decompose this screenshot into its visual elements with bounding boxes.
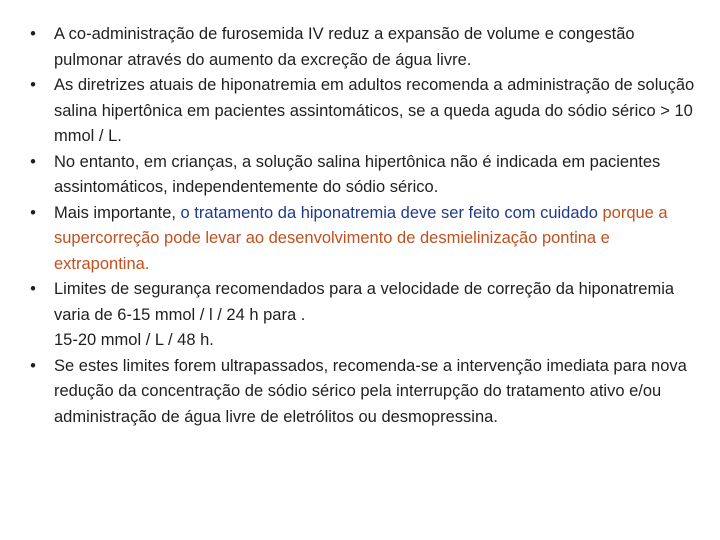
bullet-text: As diretrizes atuais de hiponatremia em adultos recomenda a administração de solução salina hipertônica em pacientes assintomáticos, se a queda aguda do sódio sérico > 10 mmol / L. <box>54 76 695 145</box>
bullet-dot-icon: • <box>30 76 36 94</box>
bullet-text: A co-administração de furosemida IV reduz a expansão de volume e congestão pulmonar através do aumento da excreção de água livre. <box>54 25 635 69</box>
bullet-dot-icon: • <box>30 203 36 222</box>
bullet-dot-icon: • <box>30 25 36 43</box>
bullet-item-intervention <box>26 354 706 431</box>
bullet-dot-icon: • <box>30 356 36 375</box>
bullet-dot-icon: • <box>30 280 36 298</box>
bullet-text-line-2: 15-20 mmol / L / 48 h. <box>54 331 214 349</box>
bullet-item-safety-limits <box>26 277 706 354</box>
bullet-text: Se estes limites forem ultrapassados, recomenda-se a intervenção imediata para nova redução da concentração de sódio sérico pela interrupção do tratamento ativo e/ou administração de água livre de eletrólitos ou desmopressina. <box>54 356 687 426</box>
slide-content <box>26 22 706 430</box>
bullet-text-prefix: Mais importante, <box>54 203 181 222</box>
bullet-item-caution <box>26 201 706 278</box>
bullet-list <box>26 22 706 430</box>
bullet-item-furosemide <box>26 22 706 73</box>
bullet-text: No entanto, em crianças, a solução salina hipertônica não é indicada em pacientes assintomáticos, independentemente do sódio sérico. <box>54 152 661 196</box>
bullet-text-line-1: Limites de segurança recomendados para a velocidade de correção da hiponatremia varia de 6-15 mmol / l / 24 h para . <box>54 280 675 324</box>
bullet-item-guidelines <box>26 73 706 150</box>
bullet-dot-icon: • <box>30 152 36 171</box>
highlight-text-orange: porque a supercorreção pode levar ao desenvolvimento de desmielinização pontina e extrapontina. <box>54 203 668 273</box>
bullet-item-children <box>26 150 706 201</box>
highlight-text-blue: o tratamento da hiponatremia deve ser feito com cuidado <box>180 203 598 222</box>
